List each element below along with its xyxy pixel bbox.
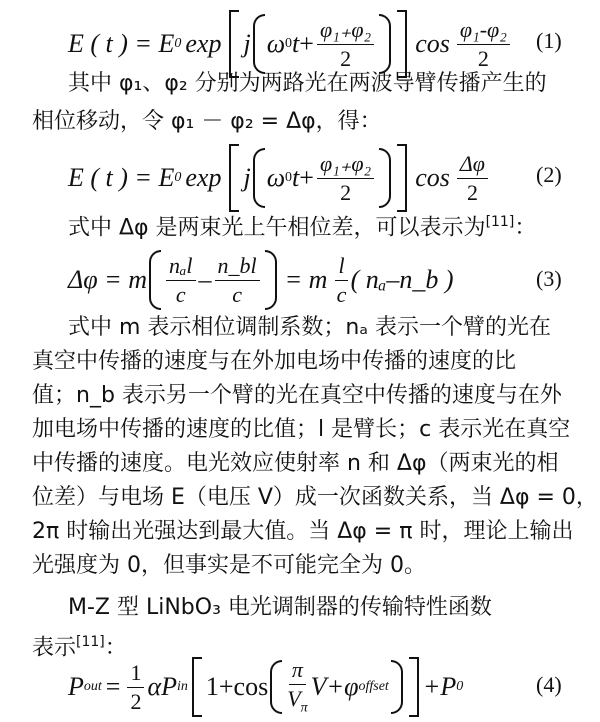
eq2-lhs: E ( t ) = E: [68, 163, 175, 192]
eq2-cos-bot: 2: [466, 179, 478, 205]
para3-line6: 位差）与电场 E（电压 V）成一次函数关系，当 Δφ = 0，: [32, 485, 598, 510]
equation-2-body: E ( t ) = E 0 exp j ω 0 t + $\frac{\text{φ₁₊φ₂}}{2}$ cos $\frac{\Delta\varphi}{2}$: [68, 140, 491, 216]
eq1-cos-fraction: [457, 18, 510, 69]
eq4-pi-bot-sub: π: [300, 699, 308, 715]
eq2-exp: exp: [185, 163, 222, 192]
eq1-exp: exp: [185, 29, 222, 58]
eq1-fraction: [317, 18, 374, 69]
eq1-cos-top: φ₁-φ₂: [457, 18, 510, 44]
eq4-lhs: P: [68, 672, 84, 701]
para4-tail: ：: [104, 635, 127, 661]
eq3-number: (3): [536, 266, 562, 291]
eq3-b-bot: c: [232, 281, 242, 307]
eq4-left-bracket: [192, 657, 202, 717]
eq3-c-top: l: [335, 254, 347, 280]
eq4-right-bracket: [409, 657, 419, 717]
eq4-pi-bot-text: V: [287, 685, 301, 711]
eq4-v-sub: offset: [358, 679, 389, 694]
para2-tail: ：: [514, 215, 537, 241]
eq4-right-paren: [391, 660, 403, 714]
para3-line2: 真空中传播的速度与在外加电场中传播的速度的比: [32, 349, 517, 374]
eq2-number: (2): [536, 162, 562, 187]
eq2-fraction: [317, 152, 374, 203]
eq1-lhs: E ( t ) = E: [68, 29, 175, 58]
para1-line1: 其中 φ₁、φ₂ 分别为两路光在两波导臂传播产生的: [68, 71, 547, 96]
eq2-t: t: [292, 163, 300, 192]
eq2-frac-top: φ₁₊φ₂: [317, 152, 374, 178]
eq3-lhs: Δφ = m: [68, 265, 147, 294]
eq2-right-paren: [379, 148, 391, 208]
para3-line3: 值；n_b 表示另一个臂的光在真空中传播的速度与在外: [32, 383, 562, 408]
eq4-half: [127, 661, 144, 712]
eq4-number: (4): [536, 672, 562, 697]
equation-4-body: [68, 652, 463, 722]
eq1-frac-top: φ₁₊φ₂: [317, 18, 374, 44]
para3-line1: 式中 m 表示相位调制系数；nₐ 表示一个臂的光在: [68, 315, 551, 340]
eq2-cos: cos: [415, 163, 450, 192]
eq3-fraction-a: [166, 254, 196, 305]
eq1-cos-bot: 2: [477, 45, 489, 71]
eq4-left-paren: [270, 660, 282, 714]
para1-line2: 相位移动，令 φ₁ － φ₂ = Δφ，得：: [32, 109, 382, 134]
eq2-lhs-sub: 0: [174, 170, 182, 185]
eq4-pi-fraction: [287, 658, 307, 715]
eq4-pi-bot: [287, 685, 307, 716]
eq1-number: (1): [536, 28, 562, 53]
eq1-omega-sub: 0: [285, 36, 293, 51]
eq3-a-top: nₐl: [166, 254, 196, 280]
eq3-a-bot: c: [175, 281, 186, 307]
para3-line7: 2π 时输出光强达到最大值。当 Δφ = π 时，理论上输出: [32, 519, 574, 544]
para3-line8: 光强度为 0，但事实是不可能完全为 0。: [32, 553, 426, 578]
eq2-frac-bot: 2: [340, 179, 352, 205]
eq1-lhs-sub: 0: [174, 36, 182, 51]
eq3-left-paren: [149, 250, 161, 310]
eq3-right-paren: [265, 250, 277, 310]
eq3-fraction-b: [215, 254, 260, 305]
eq1-cos: cos: [415, 29, 450, 58]
eq2-cos-fraction: [457, 152, 488, 203]
eq4-pi-top: π: [289, 658, 306, 684]
eq2-j: j: [243, 163, 251, 192]
para4-line1: M-Z 型 LiNbO₃ 电光调制器的传输特性函数: [68, 595, 492, 620]
eq4-eq: =: [105, 672, 121, 701]
eq3-c-bot: c: [336, 281, 347, 307]
eq4-v: V+φ: [310, 672, 359, 701]
eq3-eq: = m: [284, 265, 328, 294]
eq2-omega: ω: [266, 163, 286, 192]
equation-3: [0, 244, 600, 316]
eq4-one-cos: 1+cos: [205, 672, 269, 701]
equation-3-body: [68, 244, 454, 316]
eq3-minus: –: [198, 265, 212, 294]
eq4-half-bot: 2: [130, 688, 142, 714]
eq1-j: j: [243, 29, 251, 58]
para4-ref: [11]: [76, 634, 105, 650]
eq1-omega: ω: [266, 29, 286, 58]
eq2-left-paren: [253, 148, 265, 208]
eq3-b-top: n_bl: [215, 254, 260, 280]
eq1-t: t: [292, 29, 300, 58]
equation-4: [0, 652, 600, 722]
eq4-tail: +P: [422, 672, 457, 701]
eq4-half-top: 1: [127, 661, 144, 687]
para3-line4: 加电场中传播的速度的比值；l 是臂长；c 表示光在真空: [32, 417, 571, 442]
eq1-frac-bot: 2: [340, 45, 352, 71]
eq4-lhs-sub: out: [83, 679, 102, 694]
para2-line1: [68, 202, 600, 242]
eq2-omega-sub: 0: [285, 170, 293, 185]
eq3-tail: ( nₐ–n_b ): [350, 265, 454, 294]
eq3-fraction-c: [335, 254, 347, 305]
para2-text: 式中 Δφ 是两束光上午相位差，可以表示为: [68, 215, 486, 241]
eq4-tail-sub: 0: [456, 679, 464, 694]
para4-text: 表示: [32, 635, 77, 661]
para2-ref: [11]: [485, 214, 515, 230]
eq2-cos-top: Δφ: [457, 152, 488, 178]
equation-1-body: E ( t ) = E 0 exp j ω 0 t + $\frac{\text{φ₁₊φ₂}}{2}$ cos $\frac{\text{φ₁-φ₂}}{2}$: [68, 4, 513, 84]
para3-line5: 中传播的速度。电光效应使射率 n 和 Δφ（两束光的相: [32, 451, 559, 476]
eq4-alpha-sub: in: [176, 679, 188, 694]
eq4-alpha: αP: [147, 672, 177, 701]
